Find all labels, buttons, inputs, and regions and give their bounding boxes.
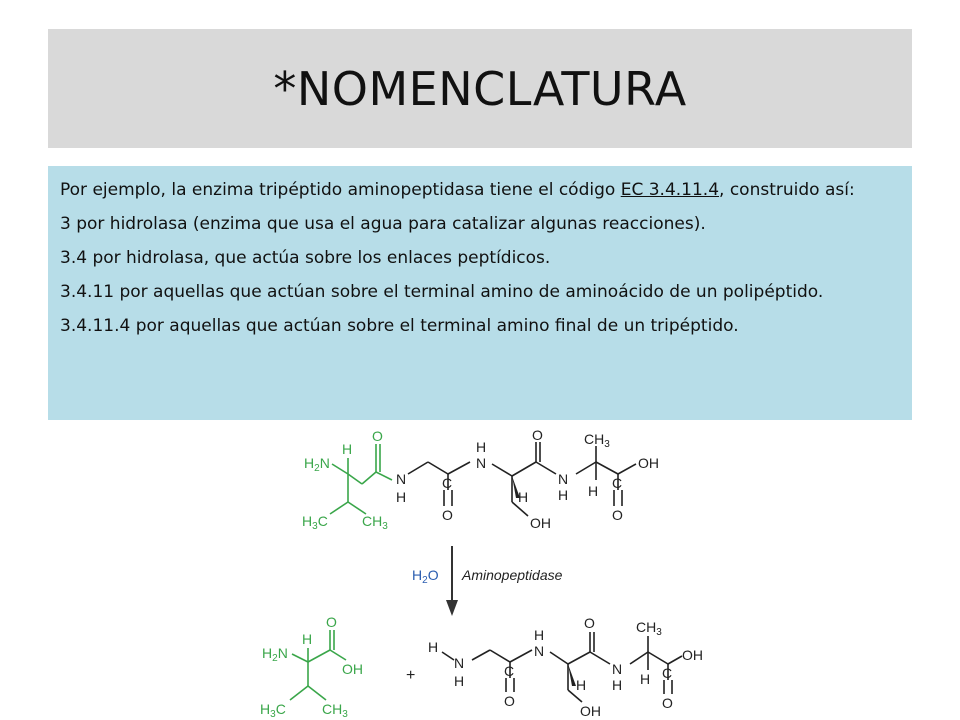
reactant-h1: H xyxy=(396,489,407,505)
product-oh3: OH xyxy=(580,703,601,719)
reactant-c1: C xyxy=(442,475,453,491)
reactant-h4: H xyxy=(558,487,569,503)
product-valine-labels xyxy=(260,614,363,720)
product-n3: N xyxy=(612,661,623,677)
paragraph-level-3: 3.4.11 por aquellas que actúan sobre el terminal amino de aminoácido de un polipéptido. xyxy=(60,282,824,302)
product-o2: O xyxy=(584,615,595,631)
paragraph-level-1: 3 por hidrolasa (enzima que usa el agua para catalizar algunas reacciones). xyxy=(60,214,706,234)
product-h3: H xyxy=(576,677,587,693)
product-oh2: OH xyxy=(682,647,703,663)
product-dipeptide-labels xyxy=(428,615,703,719)
product-c1: C xyxy=(504,663,515,679)
paragraph-example-text: Por ejemplo, la enzima tripéptido aminopeptidasa tiene el código xyxy=(60,180,621,200)
slide-title: *NOMENCLATURA xyxy=(273,61,687,116)
product-o1: O xyxy=(504,693,515,709)
product-dipeptide xyxy=(442,632,682,702)
product-h: H xyxy=(302,631,313,647)
reactant-n2: N xyxy=(476,455,487,471)
enzyme-label: Aminopeptidase xyxy=(462,567,563,583)
reactant-o: O xyxy=(372,428,383,444)
reactant-oh: OH xyxy=(638,455,659,471)
reactant-oh2: OH xyxy=(530,515,551,531)
product-o3: O xyxy=(662,695,673,711)
product-h1: H xyxy=(454,673,465,689)
content-box xyxy=(48,166,912,420)
reactant-o2: O xyxy=(532,427,543,443)
product-h-start: H xyxy=(428,639,439,655)
reactant-n3: N xyxy=(558,471,569,487)
reactant-h3c: $H_3C$ xyxy=(302,513,328,532)
reactant-h2n: $H_2N$ xyxy=(304,455,330,474)
reactant-h2: H xyxy=(476,439,487,455)
reaction-figure xyxy=(250,424,710,720)
product-c3: C xyxy=(662,665,673,681)
product-o: O xyxy=(326,614,337,630)
paragraph-level-4: 3.4.11.4 por aquellas que actúan sobre el terminal amino final de un tripéptido. xyxy=(60,316,739,336)
product-oh: OH xyxy=(342,661,363,677)
reactant-o1: O xyxy=(442,507,453,523)
product-h2n: $H_2N$ xyxy=(262,645,288,664)
ec-code-link[interactable]: EC 3.4.11.4 xyxy=(620,180,720,200)
reactant-ch3b: $CH_3$ xyxy=(362,513,388,532)
reactant-h: H xyxy=(342,441,353,457)
reactant-h3: H xyxy=(518,489,529,505)
title-bar xyxy=(48,29,912,148)
paragraph-example-tail: , construido así: xyxy=(719,180,855,200)
reactant-o3: O xyxy=(612,507,623,523)
product-n2: N xyxy=(534,643,545,659)
product-h4: H xyxy=(612,677,623,693)
product-ch3: $CH_3$ xyxy=(322,701,348,720)
water-reagent: $H_2O$ xyxy=(412,567,439,586)
reactant-n1: N xyxy=(396,471,407,487)
product-h5: H xyxy=(640,671,651,687)
product-wedge xyxy=(568,664,576,686)
reactant-ch3: $CH_3$ xyxy=(584,431,610,450)
reactant-h5: H xyxy=(588,483,599,499)
product-h3c: $H_3C$ xyxy=(260,701,286,720)
product-valine xyxy=(290,630,346,700)
product-n1: N xyxy=(454,655,465,671)
reactant-c4: C xyxy=(612,475,623,491)
reaction-diagram xyxy=(250,424,710,720)
paragraph-example xyxy=(60,178,888,202)
paragraph-level-2: 3.4 por hidrolasa, que actúa sobre los enlaces peptídicos. xyxy=(60,248,551,268)
plus-sign: + xyxy=(406,667,416,684)
product-ch3-2: $CH_3$ xyxy=(636,619,662,638)
reaction-arrow xyxy=(446,546,458,616)
product-h2: H xyxy=(534,627,545,643)
